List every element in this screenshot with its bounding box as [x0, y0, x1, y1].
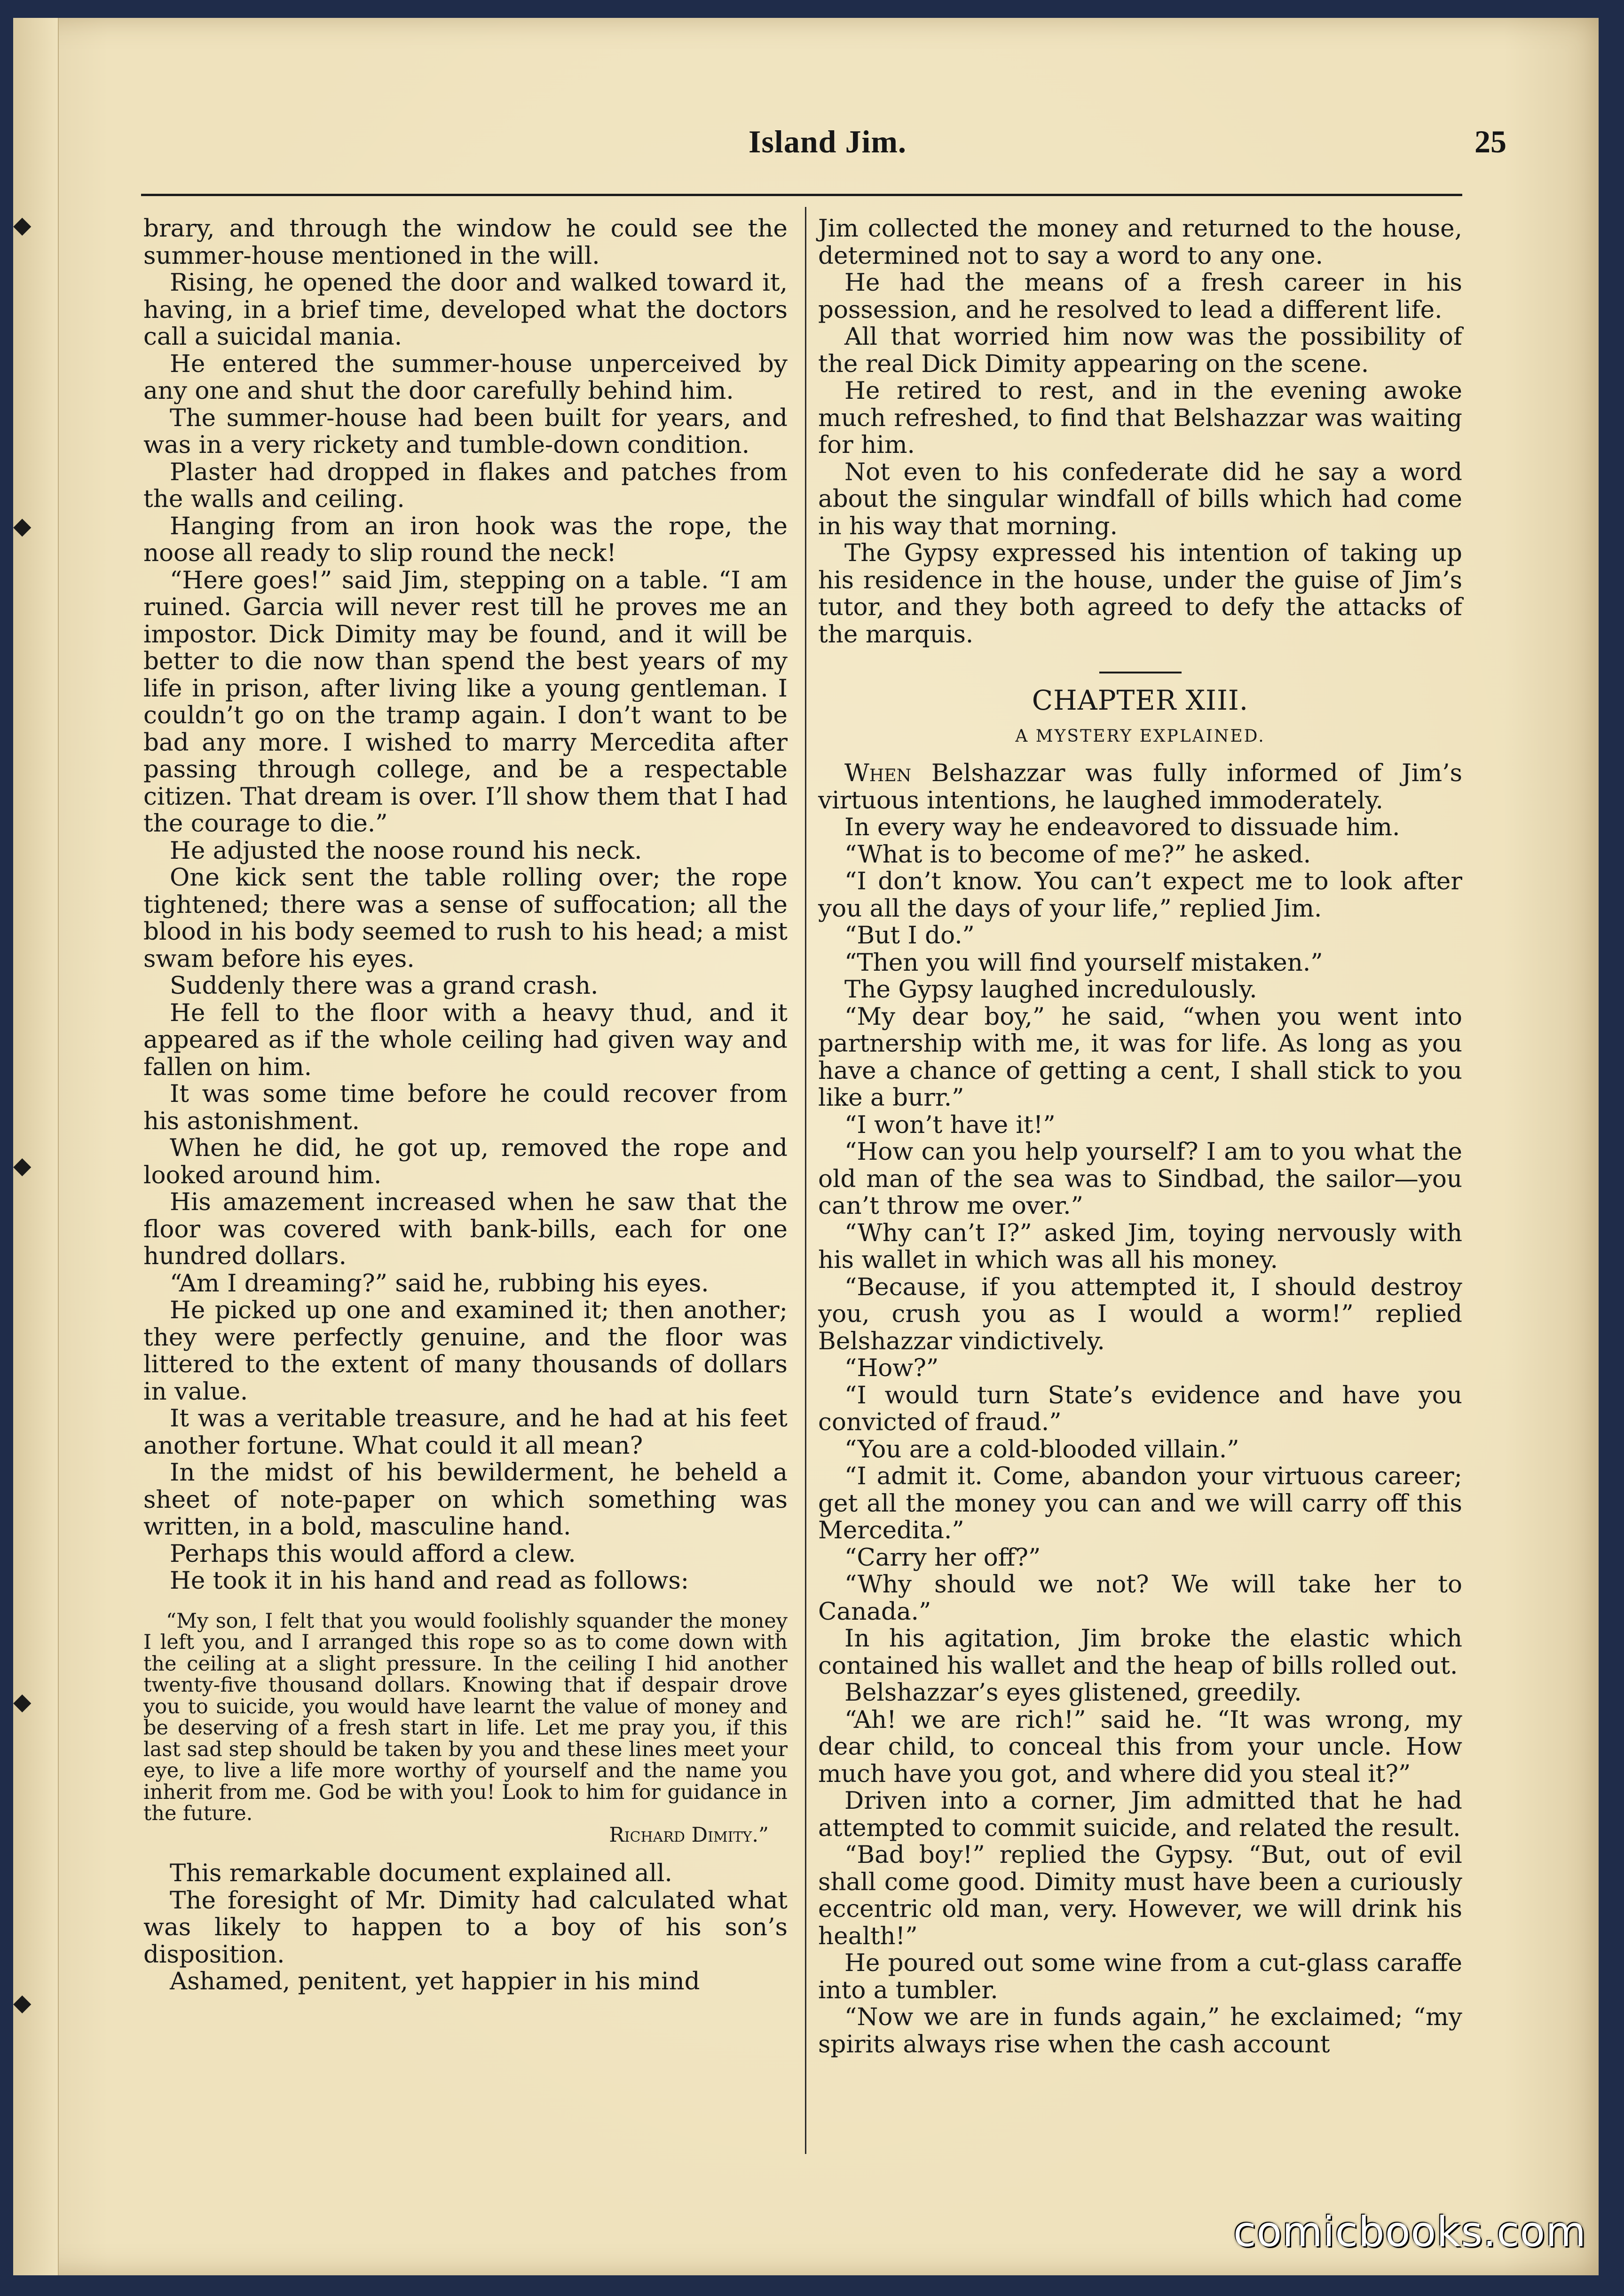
- chapter-subtitle: A MYSTERY EXPLAINED.: [1015, 727, 1265, 746]
- paragraph: “How can you help yourself? I am to you what the old man of the sea was to Sindbad, the sailor—you can’t throw me over.”: [818, 1138, 1462, 1220]
- paragraph: Hanging from an iron hook was the rope, the noose all ready to slip round the neck!: [143, 512, 788, 567]
- paragraph: Suddenly there was a grand crash.: [170, 972, 599, 1000]
- paragraph: The Gypsy expressed his intention of taking up his residence in the house, under the guise of Jim’s tutor, and they both agreed to defy the attacks of the marquis.: [818, 539, 1462, 649]
- right-column: [818, 215, 1462, 2058]
- chapter-title: CHAPTER XIII.: [1032, 684, 1249, 716]
- paragraph: “Ah! we are rich!” said he. “It was wrong, my dear child, to conceal this from your uncle. How much have you got, and where did you steal it?”: [818, 1705, 1462, 1788]
- paragraph: Rising, he opened the door and walked toward it, having, in a brief time, developed what the doctors call a suicidal mania.: [143, 269, 788, 351]
- paragraph: “Now we are in funds again,” he exclaimed; “my spirits always rise when the cash account: [818, 2003, 1462, 2058]
- column-divider: [805, 207, 806, 2154]
- paragraph: He picked up one and examined it; then another; they were perfectly genuine, and the floor was littered to the extent of many thousands of dollars in value.: [143, 1296, 788, 1406]
- paragraph: One kick sent the table rolling over; the rope tightened; there was a sense of suffocation; all the blood in his body seemed to rush to his head; a mist swam before his eyes.: [143, 863, 788, 973]
- paragraph: “Because, if you attempted it, I should destroy you, crush you as I would a worm!” replied Belshazzar vindictively.: [818, 1273, 1462, 1355]
- paragraph: In every way he endeavored to dissuade him.: [844, 813, 1400, 841]
- paragraph: This remarkable document explained all.: [170, 1859, 672, 1887]
- paragraph: He retired to rest, and in the evening awoke much refreshed, to find that Belshazzar was waiting for him.: [818, 377, 1462, 459]
- paragraph: Ashamed, penitent, yet happier in his mind: [170, 1967, 700, 1995]
- paragraph: “What is to become of me?” he asked.: [844, 840, 1311, 869]
- binding-stitch-icon: ◆: [13, 1152, 32, 1179]
- paragraph: “My dear boy,” he said, “when you went into partnership with me, it was for life. As long as you have a chance of getting a cent, I shall stick to you like a burr.”: [818, 1002, 1462, 1112]
- paragraph: “Am I dreaming?” said he, rubbing his eyes.: [170, 1269, 709, 1298]
- paragraph: “I won’t have it!”: [844, 1110, 1056, 1139]
- paragraph: He fell to the floor with a heavy thud, and it appeared as if the whole ceiling had given way and fallen on him.: [143, 998, 788, 1081]
- binding-stitch-icon: ◆: [13, 1688, 32, 1715]
- chapter-first-paragraph-text: Belshazzar was fully informed of Jim’s virtuous intentions, he laughed immoderately.: [818, 759, 1462, 815]
- paragraph: “Here goes!” said Jim, stepping on a table. “I am ruined. Garcia will never rest till he proves me an impostor. Dick Dimity may be found, and it will be better to die now than spend the best years of my life in prison, after living like a young gentleman. I couldn’t go on the tramp again. I don’t want to be bad any more. I wished to marry Mercedita after passing through college, and be a respectable citizen. That dream is over. I’ll show them that I had the courage to die.”: [143, 566, 788, 838]
- page-number: 25: [1474, 124, 1506, 159]
- paragraph: He had the means of a fresh career in his possession, and he resolved to lead a different life.: [818, 269, 1462, 324]
- paragraph: “You are a cold-blooded villain.”: [844, 1435, 1239, 1464]
- paragraph: “Carry her off?”: [844, 1543, 1041, 1572]
- paragraph: His amazement increased when he saw that the floor was covered with bank-bills, each for one hundred dollars.: [143, 1188, 788, 1270]
- paragraph: The Gypsy laughed incredulously.: [844, 975, 1257, 1004]
- right-column-paragraphs: [818, 215, 1462, 648]
- header-rule: [141, 194, 1462, 196]
- paragraph: “I don’t know. You can’t expect me to look after you all the days of your life,” replied Jim.: [818, 867, 1462, 923]
- paragraph: When he did, he got up, removed the rope and looked around him.: [143, 1134, 788, 1189]
- paragraph: “How?”: [844, 1354, 939, 1382]
- paragraph: In his agitation, Jim broke the elastic which contained his wallet and the heap of bills rolled out.: [818, 1624, 1462, 1680]
- left-column: [143, 215, 788, 1995]
- chapter-opening-paragraph: [818, 760, 1462, 814]
- paragraph: Plaster had dropped in flakes and patches from the walls and ceiling.: [143, 458, 788, 513]
- page-binding-edge: [13, 18, 59, 2275]
- paragraph: The foresight of Mr. Dimity had calculated what was likely to happen to a boy of his son’s disposition.: [143, 1886, 788, 1969]
- paragraph: He entered the summer-house unperceived by any one and shut the door carefully behind him.: [143, 349, 788, 405]
- right-column-paragraphs-after: [818, 814, 1462, 2058]
- paragraph: He poured out some wine from a cut-glass caraffe into a tumbler.: [818, 1949, 1462, 2004]
- paragraph: All that worried him now was the possibility of the real Dick Dimity appearing on the scene.: [818, 323, 1462, 378]
- paragraph: Belshazzar’s eyes glistened, greedily.: [844, 1678, 1302, 1707]
- letter-text: “My son, I felt that you would foolishly squander the money I left you, and I arranged this rope so as to come down with the ceiling at a slight pressure. In the ceiling I hid another twenty-five thousand dollars. Knowing that if despair drove you to suicide, you would have learnt the value of money and be deserving of a fresh start in life. Let me pray you, if this last sad step should be taken by you and these lines meet your eye, to live a life more worthy of yourself and the name you inherit from me. God be with you! Look to him for guidance in the future.: [143, 1609, 788, 1825]
- paragraph: It was a veritable treasure, and he had at his feet another fortune. What could it all mean?: [143, 1404, 788, 1460]
- running-head-title: Island Jim.: [749, 124, 907, 159]
- paragraph: “Then you will find yourself mistaken.”: [844, 948, 1323, 977]
- binding-stitch-icon: ◆: [13, 512, 32, 539]
- paragraph: “I would turn State’s evidence and have you convicted of fraud.”: [818, 1381, 1462, 1436]
- paragraph: “Bad boy!” replied the Gypsy. “But, out of evil shall come good. Dimity must have been a curiously eccentric old man, very. However, we will drink his health!”: [818, 1841, 1462, 1950]
- paragraph: Not even to his confederate did he say a word about the singular windfall of bills which had come in his way that morning.: [818, 458, 1462, 540]
- letter-signature: Richard Dimity.”: [609, 1823, 769, 1847]
- paragraph: “Why can’t I?” asked Jim, toying nervously with his wallet in which was all his money.: [818, 1219, 1462, 1274]
- left-column-paragraphs: [143, 215, 788, 1595]
- binding-stitch-icon: ◆: [13, 1989, 32, 2016]
- paragraph: Jim collected the money and returned to the house, determined not to say a word to any one.: [818, 214, 1462, 270]
- paragraph: He took it in his hand and read as follows:: [170, 1567, 689, 1595]
- paragraph: The summer-house had been built for years, and was in a very rickety and tumble-down condition.: [143, 404, 788, 459]
- paragraph: “I admit it. Come, abandon your virtuous career; get all the money you can and we will carry off this Mercedita.”: [818, 1462, 1462, 1544]
- site-watermark: comicbooks.com: [1233, 2208, 1586, 2256]
- left-column-paragraphs-after: [143, 1860, 788, 1995]
- paragraph: Driven into a corner, Jim admitted that he had attempted to commit suicide, and related the result.: [818, 1787, 1462, 1842]
- paragraph: He adjusted the noose round his neck.: [170, 836, 642, 865]
- paragraph: Perhaps this would afford a clew.: [170, 1539, 576, 1568]
- chapter-separator: [1099, 672, 1182, 673]
- paragraph: “Why should we not? We will take her to Canada.”: [818, 1570, 1462, 1626]
- chapter-first-word: When: [844, 759, 912, 787]
- running-head: [0, 123, 1624, 170]
- paragraph: “But I do.”: [844, 921, 975, 950]
- paragraph: brary, and through the window he could see the summer-house mentioned in the will.: [143, 214, 788, 270]
- binding-stitch-icon: ◆: [13, 211, 32, 238]
- paragraph: In the midst of his bewilderment, he beheld a sheet of note-paper on which something was written, in a bold, masculine hand.: [143, 1458, 788, 1541]
- letter-block: [143, 1611, 788, 1846]
- paragraph: It was some time before he could recover from his astonishment.: [143, 1080, 788, 1135]
